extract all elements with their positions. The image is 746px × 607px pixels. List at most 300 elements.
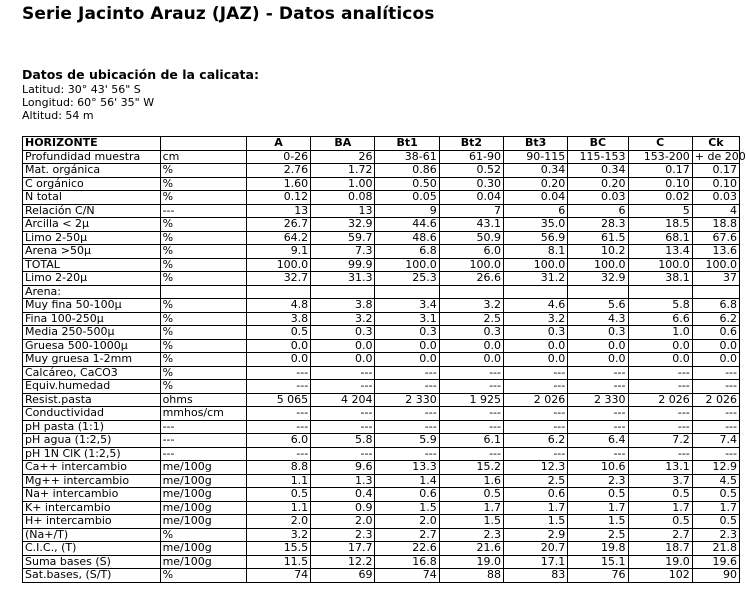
value-cell: 32.7 [246,272,310,286]
table-row [23,569,740,583]
value-cell: 19.0 [628,555,692,569]
value-cell: 0.02 [628,191,692,205]
value-cell: --- [503,407,567,421]
value-cell: 3.2 [503,312,567,326]
value-cell: 0.4 [311,488,375,502]
value-cell: 7.3 [311,245,375,259]
value-cell: 6 [503,204,567,218]
value-cell: 28.3 [568,218,628,232]
value-cell: 1.72 [311,164,375,178]
value-cell: 1.7 [439,501,503,515]
value-cell: 88 [439,569,503,583]
value-cell: --- [375,380,439,394]
unit-cell: % [160,339,246,353]
value-cell: 0.5 [692,488,739,502]
value-cell: 4.6 [503,299,567,313]
value-cell: --- [692,447,739,461]
value-cell: --- [628,380,692,394]
value-cell: --- [692,380,739,394]
value-cell: --- [568,420,628,434]
table-row [23,555,740,569]
value-cell: --- [503,366,567,380]
value-cell: --- [439,407,503,421]
table-row [23,272,740,286]
header-cell: C [628,137,692,151]
value-cell: 2.5 [503,474,567,488]
value-cell: 5 [628,204,692,218]
header-cell: Bt1 [375,137,439,151]
value-cell: 4.8 [246,299,310,313]
value-cell: --- [375,407,439,421]
table-row [23,177,740,191]
value-cell: 0.3 [503,326,567,340]
table-header-row [23,137,740,151]
value-cell: 1.00 [311,177,375,191]
value-cell: 6 [568,204,628,218]
property-cell: Arena: [23,285,161,299]
property-cell: Equiv.humedad [23,380,161,394]
analytics-table [22,136,746,583]
value-cell: 1.3 [311,474,375,488]
table-row [23,407,740,421]
value-cell: 0.5 [439,488,503,502]
value-cell: 61-90 [439,150,503,164]
unit-cell: % [160,258,246,272]
value-cell: 0.17 [628,164,692,178]
unit-cell: me/100g [160,555,246,569]
table-row [23,231,740,245]
value-cell: 0.30 [439,177,503,191]
value-cell: 0.6 [692,326,739,340]
property-cell: Calcáreo, CaCO3 [23,366,161,380]
unit-cell: % [160,299,246,313]
unit-cell: --- [160,420,246,434]
value-cell: 6.2 [503,434,567,448]
value-cell: 3.1 [375,312,439,326]
value-cell: 0.0 [568,339,628,353]
table-row [23,515,740,529]
property-cell: pH pasta (1:1) [23,420,161,434]
value-cell [311,285,375,299]
property-cell: Arena >50µ [23,245,161,259]
value-cell: 1.1 [246,474,310,488]
value-cell: 153-200 [628,150,692,164]
unit-cell: % [160,366,246,380]
value-cell: 20.7 [503,542,567,556]
value-cell: 3.2 [439,299,503,313]
value-cell: 32.9 [311,218,375,232]
value-cell: 74 [375,569,439,583]
value-cell [568,285,628,299]
unit-cell: % [160,326,246,340]
value-cell: 2.5 [439,312,503,326]
value-cell: 9.1 [246,245,310,259]
value-cell: --- [568,407,628,421]
unit-cell: --- [160,447,246,461]
unit-cell: mmhos/cm [160,407,246,421]
table-row [23,339,740,353]
property-cell: Muy gruesa 1-2mm [23,353,161,367]
value-cell: 76 [568,569,628,583]
value-cell: 13.3 [375,461,439,475]
value-cell: 0.0 [375,353,439,367]
value-cell: 6.0 [246,434,310,448]
unit-cell: % [160,164,246,178]
table-row [23,528,740,542]
value-cell: 3.2 [311,312,375,326]
value-cell: 0.0 [692,339,739,353]
table-row [23,461,740,475]
value-cell: 1.4 [375,474,439,488]
value-cell: --- [246,380,310,394]
value-cell: 0.0 [628,339,692,353]
value-cell: --- [628,447,692,461]
value-cell: --- [246,366,310,380]
value-cell: 90 [692,569,739,583]
value-cell: 3.8 [311,299,375,313]
value-cell: 6.8 [375,245,439,259]
value-cell: 3.8 [246,312,310,326]
value-cell: 5.6 [568,299,628,313]
value-cell: 17.1 [503,555,567,569]
value-cell: 0.3 [439,326,503,340]
value-cell: 38-61 [375,150,439,164]
value-cell [628,285,692,299]
value-cell: 1.5 [439,515,503,529]
property-cell: Sat.bases, (S/T) [23,569,161,583]
value-cell [503,285,567,299]
value-cell: 13 [246,204,310,218]
value-cell: 0.08 [311,191,375,205]
value-cell: 0.17 [692,164,739,178]
property-cell: Limo 2-20µ [23,272,161,286]
value-cell: 90-115 [503,150,567,164]
property-cell: C.I.C., (T) [23,542,161,556]
value-cell: 13.1 [628,461,692,475]
value-cell: 0.5 [246,326,310,340]
unit-cell: me/100g [160,461,246,475]
value-cell: 15.1 [568,555,628,569]
unit-cell: me/100g [160,488,246,502]
value-cell: 1.5 [503,515,567,529]
table-row [23,474,740,488]
property-cell: Resist.pasta [23,393,161,407]
table-row [23,447,740,461]
value-cell: 9 [375,204,439,218]
property-cell: Relación C/N [23,204,161,218]
value-cell: 0.04 [439,191,503,205]
value-cell: 7.2 [628,434,692,448]
value-cell: 100.0 [628,258,692,272]
value-cell: 7 [439,204,503,218]
value-cell: 1.5 [375,501,439,515]
value-cell: --- [439,420,503,434]
value-cell: 2.0 [246,515,310,529]
value-cell: 61.5 [568,231,628,245]
latitude-line: Latitud: 30° 43' 56" S [22,83,141,96]
value-cell: --- [439,447,503,461]
unit-cell: % [160,380,246,394]
value-cell: 115-153 [568,150,628,164]
table-row [23,366,740,380]
value-cell: 0.0 [439,353,503,367]
value-cell: 4 204 [311,393,375,407]
value-cell: --- [568,380,628,394]
value-cell: --- [246,407,310,421]
value-cell: 0.0 [628,353,692,367]
table-row [23,326,740,340]
value-cell: --- [311,407,375,421]
value-cell: 26.7 [246,218,310,232]
unit-cell: me/100g [160,501,246,515]
value-cell: 18.8 [692,218,739,232]
value-cell: 0.0 [311,339,375,353]
value-cell: 100.0 [246,258,310,272]
value-cell: 10.6 [568,461,628,475]
property-cell: Muy fina 50-100µ [23,299,161,313]
value-cell: 0.3 [568,326,628,340]
value-cell: --- [375,366,439,380]
property-cell: Fina 100-250µ [23,312,161,326]
value-cell: --- [311,366,375,380]
value-cell: 25.3 [375,272,439,286]
value-cell: 74 [246,569,310,583]
value-cell: 2.3 [692,528,739,542]
value-cell: 5.9 [375,434,439,448]
value-cell: 2.7 [628,528,692,542]
value-cell: + de 200 [692,150,739,164]
property-cell: H+ intercambio [23,515,161,529]
value-cell: --- [628,420,692,434]
value-cell: 12.9 [692,461,739,475]
value-cell: --- [628,366,692,380]
value-cell: 12.3 [503,461,567,475]
value-cell: 2.3 [439,528,503,542]
value-cell: 13.4 [628,245,692,259]
value-cell: 2.3 [568,474,628,488]
value-cell: 0.5 [246,488,310,502]
value-cell: --- [246,420,310,434]
value-cell: 0.3 [375,326,439,340]
value-cell: 0.0 [439,339,503,353]
value-cell: 0-26 [246,150,310,164]
property-cell: K+ intercambio [23,501,161,515]
value-cell: 2 330 [568,393,628,407]
unit-cell: % [160,245,246,259]
value-cell: 102 [628,569,692,583]
value-cell: 2.3 [311,528,375,542]
value-cell: 1.6 [439,474,503,488]
value-cell: 0.10 [692,177,739,191]
altitude-line: Altitud: 54 m [22,109,94,122]
value-cell: 64.2 [246,231,310,245]
value-cell: 0.34 [568,164,628,178]
property-cell: Ca++ intercambio [23,461,161,475]
value-cell: 17.7 [311,542,375,556]
value-cell: 0.03 [692,191,739,205]
value-cell [692,285,739,299]
value-cell: 2.9 [503,528,567,542]
property-cell: Mg++ intercambio [23,474,161,488]
table-row [23,218,740,232]
value-cell: 15.2 [439,461,503,475]
value-cell: 26 [311,150,375,164]
value-cell: 2 026 [503,393,567,407]
property-cell: Media 250-500µ [23,326,161,340]
unit-cell: % [160,569,246,583]
value-cell: 18.5 [628,218,692,232]
header-cell: Bt3 [503,137,567,151]
value-cell: 0.0 [568,353,628,367]
value-cell: 21.6 [439,542,503,556]
value-cell: 1.0 [628,326,692,340]
value-cell: 21.8 [692,542,739,556]
value-cell: 1.7 [503,501,567,515]
property-cell: (Na+/T) [23,528,161,542]
value-cell: 0.0 [246,353,310,367]
unit-cell: --- [160,204,246,218]
value-cell: 5.8 [311,434,375,448]
value-cell: --- [246,447,310,461]
value-cell: 3.2 [246,528,310,542]
value-cell: 0.5 [628,488,692,502]
value-cell: 3.7 [628,474,692,488]
value-cell: 0.0 [311,353,375,367]
value-cell: 35.0 [503,218,567,232]
value-cell: 0.04 [503,191,567,205]
value-cell: 8.8 [246,461,310,475]
property-cell: TOTAL [23,258,161,272]
value-cell: --- [568,447,628,461]
value-cell: 2.0 [375,515,439,529]
value-cell: 11.5 [246,555,310,569]
value-cell: 38.1 [628,272,692,286]
value-cell: 2 330 [375,393,439,407]
value-cell: 6.8 [692,299,739,313]
value-cell: 5.8 [628,299,692,313]
value-cell: --- [503,420,567,434]
table-row [23,542,740,556]
table-row [23,434,740,448]
value-cell [246,285,310,299]
property-cell: Profundidad muestra [23,150,161,164]
value-cell: 1.7 [568,501,628,515]
table-row [23,285,740,299]
value-cell: 31.3 [311,272,375,286]
value-cell: 9.6 [311,461,375,475]
value-cell: 19.6 [692,555,739,569]
header-cell: Bt2 [439,137,503,151]
table-row [23,353,740,367]
value-cell: 56.9 [503,231,567,245]
unit-cell: % [160,191,246,205]
value-cell: 0.0 [503,339,567,353]
value-cell: 48.6 [375,231,439,245]
property-cell: Gruesa 500-1000µ [23,339,161,353]
value-cell: 0.0 [246,339,310,353]
unit-cell: me/100g [160,474,246,488]
value-cell [439,285,503,299]
header-cell: Ck [692,137,739,151]
header-cell: HORIZONTE [23,137,161,151]
value-cell: 3.4 [375,299,439,313]
value-cell: 10.2 [568,245,628,259]
value-cell: 2 026 [692,393,739,407]
unit-cell: % [160,177,246,191]
value-cell: 0.20 [568,177,628,191]
table-row [23,299,740,313]
value-cell: --- [311,447,375,461]
table-row [23,150,740,164]
value-cell: 100.0 [439,258,503,272]
value-cell: --- [439,366,503,380]
value-cell: 4 [692,204,739,218]
value-cell: 100.0 [692,258,739,272]
value-cell: 0.10 [628,177,692,191]
value-cell: --- [568,366,628,380]
value-cell: 1.7 [628,501,692,515]
property-cell: Suma bases (S) [23,555,161,569]
value-cell: 0.9 [311,501,375,515]
unit-cell: % [160,312,246,326]
value-cell: 68.1 [628,231,692,245]
unit-cell: % [160,353,246,367]
value-cell: 0.03 [568,191,628,205]
unit-cell: --- [160,434,246,448]
header-cell [160,137,246,151]
value-cell: 16.8 [375,555,439,569]
value-cell: 0.5 [628,515,692,529]
table-row [23,245,740,259]
value-cell: 0.86 [375,164,439,178]
value-cell: 31.2 [503,272,567,286]
value-cell: 67.6 [692,231,739,245]
value-cell: 0.5 [692,515,739,529]
header-cell: BA [311,137,375,151]
value-cell: 43.1 [439,218,503,232]
value-cell: 2.0 [311,515,375,529]
table-row [23,501,740,515]
value-cell: 0.6 [503,488,567,502]
unit-cell [160,285,246,299]
unit-cell: me/100g [160,542,246,556]
value-cell: 6.0 [439,245,503,259]
property-cell: Mat. orgánica [23,164,161,178]
value-cell: 83 [503,569,567,583]
value-cell: 0.6 [375,488,439,502]
unit-cell: cm [160,150,246,164]
unit-cell: % [160,218,246,232]
value-cell: 37 [692,272,739,286]
value-cell: 15.5 [246,542,310,556]
value-cell: 69 [311,569,375,583]
unit-cell: % [160,272,246,286]
value-cell [375,285,439,299]
value-cell: 22.6 [375,542,439,556]
value-cell: --- [628,407,692,421]
unit-cell: % [160,528,246,542]
value-cell: --- [375,420,439,434]
value-cell: 100.0 [568,258,628,272]
property-cell: Limo 2-50µ [23,231,161,245]
value-cell: 2 026 [628,393,692,407]
table-row [23,420,740,434]
value-cell: 99.9 [311,258,375,272]
value-cell: 50.9 [439,231,503,245]
value-cell: 0.20 [503,177,567,191]
unit-cell: ohms [160,393,246,407]
value-cell: 100.0 [375,258,439,272]
